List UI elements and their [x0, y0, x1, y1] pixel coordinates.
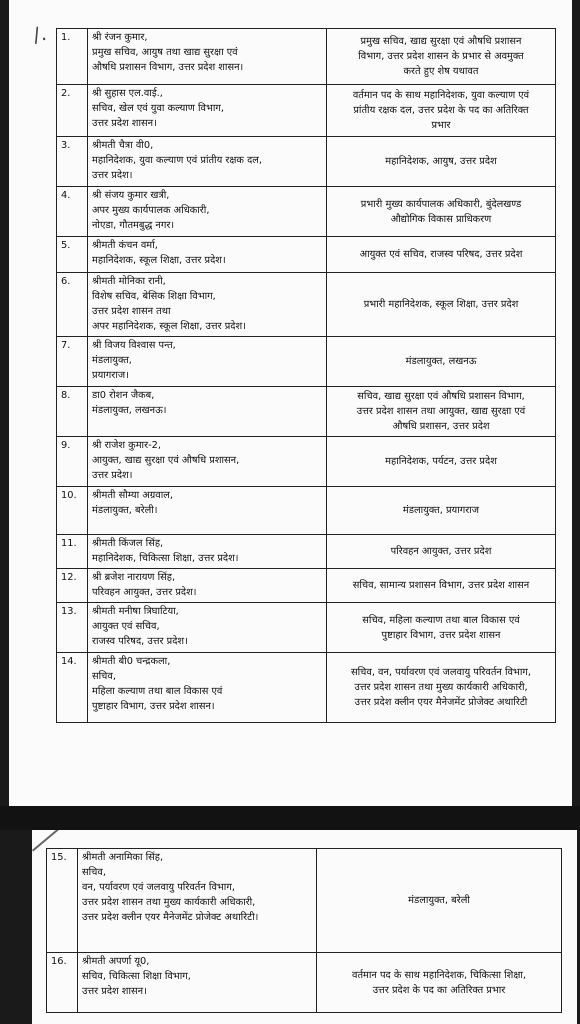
posting-line: प्रांतीय रक्षक दल, उत्तर प्रदेश के पद का अतिरिक्त — [353, 105, 529, 116]
posting-line: उत्तर प्रदेश शासन तथा आयुक्त, खाद्य सुरक्षा एवं — [356, 406, 526, 417]
new-posting — [327, 137, 556, 187]
serial-number: 13. — [57, 603, 88, 653]
officer-line: विशेष सचिव, बेसिक शिक्षा विभाग, — [92, 291, 216, 302]
posting-line: परिवहन आयुक्त, उत्तर प्रदेश — [390, 546, 492, 557]
officer-current-post — [88, 437, 327, 487]
new-posting — [327, 487, 556, 535]
posting-line: वर्तमान पद के साथ महानिदेशक, चिकित्सा शिक्षा, — [352, 969, 526, 981]
officer-line: महिला कल्याण तथा बाल विकास एवं — [92, 686, 223, 697]
officer-line: श्री विजय विश्वास पन्त, — [92, 340, 176, 351]
table-row — [57, 437, 556, 487]
new-posting — [327, 187, 556, 237]
officer-line: अपर महानिदेशक, स्कूल शिक्षा, उत्तर प्रदेश। — [92, 321, 246, 332]
officer-line: वन, पर्यावरण एवं जलवायु परिवर्तन विभाग, — [82, 882, 235, 893]
officer-line: आयुक्त, खाद्य सुरक्षा एवं औषधि प्रशासन, — [92, 455, 240, 466]
table-row — [57, 535, 556, 569]
new-posting — [327, 535, 556, 569]
officer-current-post — [88, 569, 327, 603]
new-posting — [327, 653, 556, 723]
officer-line: उत्तर प्रदेश शासन तथा — [92, 306, 171, 317]
posting-line: मंडलायुक्त, लखनऊ — [405, 356, 477, 367]
officer-current-post — [88, 273, 327, 337]
officer-line: श्री रंजन कुमार, — [92, 32, 148, 43]
officer-current-post — [88, 487, 327, 535]
posting-line: उत्तर प्रदेश क्लीन एयर मैनेजमेंट प्रोजेक्ट अथारिटी — [354, 697, 528, 708]
serial-number: 10. — [57, 487, 88, 535]
officer-line: सचिव, चिकित्सा शिक्षा विभाग, — [82, 971, 191, 982]
officer-line: श्रीमती अपर्णा यू0, — [82, 956, 150, 967]
officer-line: उत्तर प्रदेश शासन तथा मुख्य कार्यकारी अधिकारी, — [82, 897, 256, 908]
officer-current-post — [88, 653, 327, 723]
table-row — [57, 603, 556, 653]
officer-line: श्रीमती सौम्या अग्रवाल, — [92, 490, 173, 501]
posting-line: महानिदेशक, आयुष, उत्तर प्रदेश — [385, 156, 497, 167]
serial-number: 8. — [57, 387, 88, 437]
officer-line: महानिदेशक, चिकित्सा शिक्षा, उत्तर प्रदेश। — [92, 553, 239, 564]
officer-line: श्री ब्रजेश नारायण सिंह, — [92, 572, 176, 583]
serial-number: 15. — [47, 849, 78, 953]
new-posting — [327, 387, 556, 437]
officer-current-post — [88, 603, 327, 653]
officer-current-post — [88, 187, 327, 237]
serial-number: 4. — [57, 187, 88, 237]
serial-number: 9. — [57, 437, 88, 487]
officer-line: श्रीमती किंजल सिंह, — [92, 538, 164, 549]
officer-line: उत्तर प्रदेश शासन। — [82, 986, 147, 997]
table-row — [57, 337, 556, 387]
posting-line: सचिव, महिला कल्याण तथा बाल विकास एवं — [362, 614, 520, 626]
officer-line: उत्तर प्रदेश क्लीन एयर मैनेजमेंट प्रोजेक्ट अथारिटी। — [82, 912, 259, 923]
officer-line: मंडलायुक्त, — [92, 355, 132, 366]
table-row — [57, 85, 556, 137]
officer-current-post — [88, 237, 327, 273]
posting-line: करते हुए शेष यथावत — [403, 66, 479, 77]
officer-current-post — [88, 85, 327, 137]
posting-table-page-2 — [46, 848, 562, 1013]
pen-mark-icon: /. — [30, 20, 49, 48]
officer-line: सचिव, — [92, 671, 116, 682]
officer-line: श्री राजेश कुमार-2, — [92, 440, 161, 451]
table-row — [47, 849, 562, 953]
serial-number: 3. — [57, 137, 88, 187]
serial-number: 6. — [57, 273, 88, 337]
table-row — [57, 569, 556, 603]
officer-current-post — [88, 387, 327, 437]
serial-number: 5. — [57, 237, 88, 273]
posting-table-page-1 — [56, 28, 556, 723]
table-row — [57, 273, 556, 337]
officer-line: महानिदेशक, युवा कल्याण एवं प्रांतीय रक्षक दल, — [92, 155, 263, 166]
officer-line: उत्तर प्रदेश शासन। — [92, 118, 157, 129]
posting-line: सचिव, वन, पर्यावरण एवं जलवायु परिवर्तन विभाग, — [350, 667, 531, 678]
posting-line: प्रभार — [431, 120, 451, 131]
officer-line: मंडलायुक्त, बरेली। — [92, 505, 158, 516]
posting-line: सचिव, खाद्य सुरक्षा एवं औषधि प्रशासन विभाग, — [357, 391, 525, 402]
officer-line: श्री संजय कुमार खत्री, — [92, 190, 170, 201]
serial-number: 12. — [57, 569, 88, 603]
serial-number: 1. — [57, 29, 88, 85]
table-row — [57, 137, 556, 187]
officer-current-post — [78, 953, 317, 1013]
new-posting — [317, 849, 562, 953]
officer-line: उत्तर प्रदेश। — [92, 470, 133, 481]
officer-line: राजस्व परिषद, उत्तर प्रदेश। — [92, 636, 188, 647]
posting-line: प्रभारी मुख्य कार्यपालक अधिकारी, बुंदेलखण्ड — [360, 198, 522, 210]
officer-line: औषधि प्रशासन विभाग, उत्तर प्रदेश शासन। — [92, 62, 244, 73]
page-gap — [0, 806, 580, 830]
posting-line: विभाग, उत्तर प्रदेश शासन के प्रभार से अवमुक्त — [358, 51, 524, 62]
table-row — [47, 953, 562, 1013]
officer-line: प्रयागराज। — [92, 370, 129, 381]
officer-line: अपर मुख्य कार्यपालक अधिकारी, — [92, 205, 210, 216]
officer-current-post — [88, 29, 327, 85]
new-posting — [327, 569, 556, 603]
new-posting — [327, 603, 556, 653]
new-posting — [327, 29, 556, 85]
officer-line: प्रमुख सचिव, आयुष तथा खाद्य सुरक्षा एवं — [92, 47, 238, 58]
posting-line: प्रमुख सचिव, खाद्य सुरक्षा एवं औषधि प्रशासन — [360, 36, 522, 47]
officer-current-post — [88, 535, 327, 569]
posting-line: प्रभारी महानिदेशक, स्कूल शिक्षा, उत्तर प्रदेश — [363, 299, 519, 310]
posting-line: पुष्टाहार विभाग, उत्तर प्रदेश शासन — [381, 629, 501, 641]
serial-number: 2. — [57, 85, 88, 137]
serial-number: 14. — [57, 653, 88, 723]
new-posting — [327, 437, 556, 487]
new-posting — [327, 337, 556, 387]
officer-current-post — [88, 137, 327, 187]
posting-line: वर्तमान पद के साथ महानिदेशक, युवा कल्याण एवं — [352, 90, 530, 101]
posting-line: औद्योगिक विकास प्राधिकरण — [390, 213, 492, 225]
officer-line: उत्तर प्रदेश। — [92, 170, 133, 181]
officer-line: परिवहन आयुक्त, उत्तर प्रदेश। — [92, 587, 197, 598]
officer-line: श्रीमती अनामिका सिंह, — [82, 852, 164, 863]
table-row — [57, 29, 556, 85]
posting-line: उत्तर प्रदेश के पद का अतिरिक्त प्रभार — [372, 984, 506, 996]
officer-line: श्रीमती कंचन वर्मा, — [92, 240, 158, 251]
document-page-1 — [9, 0, 572, 806]
serial-number: 7. — [57, 337, 88, 387]
officer-line: सचिव, — [82, 867, 106, 878]
posting-line: औषधि प्रशासन, उत्तर प्रदेश — [392, 421, 490, 432]
posting-line: मंडलायुक्त, प्रयागराज — [402, 505, 480, 516]
officer-line: श्रीमती मनीषा त्रिघाटिया, — [92, 606, 179, 617]
officer-line: श्रीमती मोनिका रानी, — [92, 276, 166, 287]
document-page-2 — [32, 830, 577, 1024]
table-row — [57, 387, 556, 437]
officer-line: मंडलायुक्त, लखनऊ। — [92, 405, 167, 416]
table-row — [57, 187, 556, 237]
table-row — [57, 487, 556, 535]
officer-line: डा0 रोशन जैकब, — [92, 390, 155, 401]
posting-line: सचिव, सामान्य प्रशासन विभाग, उत्तर प्रदेश शासन — [352, 580, 530, 591]
posting-line: महानिदेशक, पर्यटन, उत्तर प्रदेश — [385, 456, 497, 467]
officer-current-post — [88, 337, 327, 387]
officer-line: श्रीमती चैत्रा वी0, — [92, 140, 154, 151]
serial-number: 16. — [47, 953, 78, 1013]
officer-line: श्री सुहास एल.वाई., — [92, 88, 163, 99]
officer-line: नोएडा, गौतमबुद्ध नगर। — [92, 220, 175, 231]
officer-line: सचिव, खेल एवं युवा कल्याण विभाग, — [92, 103, 225, 114]
table-row — [57, 237, 556, 273]
posting-line: मंडलायुक्त, बरेली — [408, 895, 470, 906]
new-posting — [317, 953, 562, 1013]
new-posting — [327, 273, 556, 337]
officer-line: आयुक्त एवं सचिव, — [92, 621, 160, 632]
serial-number: 11. — [57, 535, 88, 569]
officer-line: महानिदेशक, स्कूल शिक्षा, उत्तर प्रदेश। — [92, 255, 226, 266]
officer-line: पुष्टाहार विभाग, उत्तर प्रदेश शासन। — [92, 701, 215, 712]
new-posting — [327, 85, 556, 137]
posting-line: उत्तर प्रदेश शासन तथा मुख्य कार्यकारी अधिकारी, — [354, 682, 528, 693]
officer-line: श्रीमती बी0 चन्द्रकला, — [92, 656, 171, 667]
posting-line: आयुक्त एवं सचिव, राजस्व परिषद, उत्तर प्रदेश — [359, 249, 523, 260]
table-row — [57, 653, 556, 723]
new-posting — [327, 237, 556, 273]
officer-current-post — [78, 849, 317, 953]
